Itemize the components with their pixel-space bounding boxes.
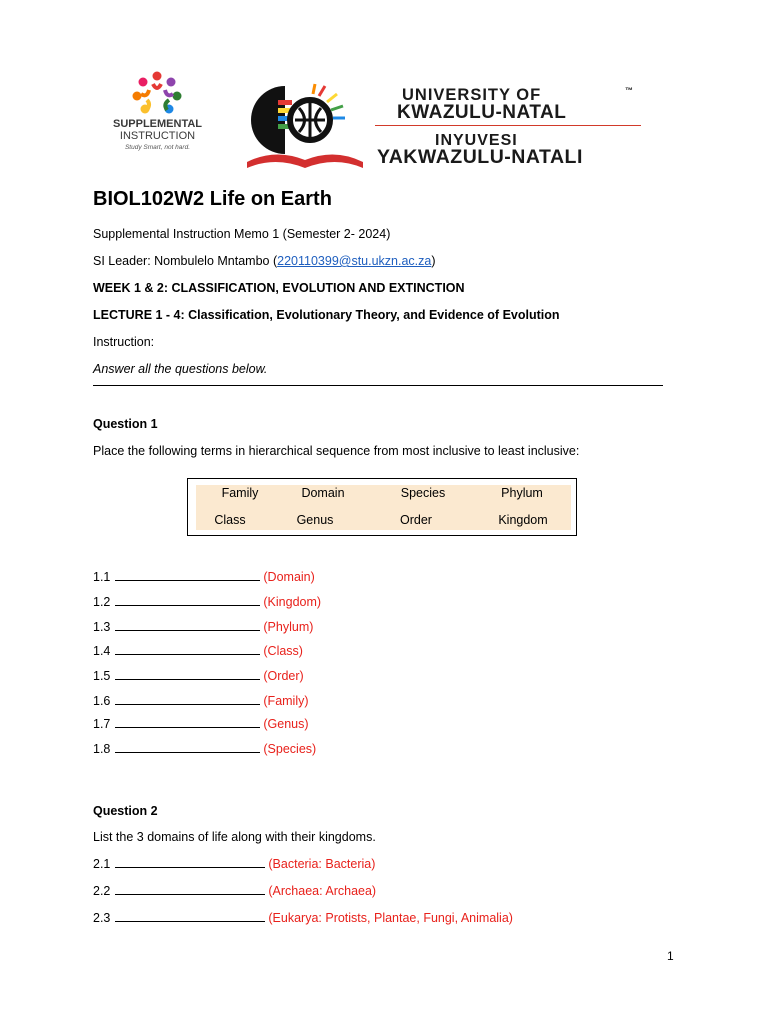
answer-line bbox=[93, 717, 309, 731]
answer-number: 1.1 bbox=[93, 570, 111, 584]
question1-prompt: Place the following terms in hierarchical sequence from most inclusive to least inclusive: bbox=[93, 444, 580, 458]
ukzn-logo-line3: INYUVESI bbox=[435, 132, 518, 149]
ukzn-emblem-icon bbox=[245, 78, 365, 170]
term-cell: Phylum bbox=[501, 486, 543, 500]
ukzn-logo-line4: YAKWAZULU-NATALI bbox=[377, 146, 583, 168]
si-leader-prefix: SI Leader: Nombulelo Mntambo ( bbox=[93, 254, 278, 268]
answer-number: 2.3 bbox=[93, 911, 111, 925]
answer-text: (Eukarya: Protists, Plantae, Fungi, Animalia) bbox=[268, 911, 513, 925]
answer-line bbox=[93, 911, 513, 925]
term-cell: Family bbox=[221, 486, 259, 500]
answer-text: (Domain) bbox=[263, 570, 315, 584]
question2-prompt: List the 3 domains of life along with their kingdoms. bbox=[93, 830, 376, 844]
question2-heading: Question 2 bbox=[93, 804, 158, 818]
horizontal-divider bbox=[93, 385, 663, 386]
term-cell: Genus bbox=[296, 513, 334, 527]
answer-blank bbox=[115, 669, 260, 680]
si-leader-email-link[interactable]: 220110399@stu.ukzn.ac.za bbox=[277, 254, 432, 268]
answer-number: 1.3 bbox=[93, 620, 111, 634]
ukzn-logo-divider bbox=[375, 125, 641, 126]
answer-blank bbox=[115, 595, 260, 606]
answer-number: 1.4 bbox=[93, 644, 111, 658]
ukzn-logo-line2: KWAZULU-NATAL bbox=[397, 102, 567, 123]
ukzn-logo-line1: UNIVERSITY OF bbox=[402, 86, 542, 104]
answer-line bbox=[93, 620, 313, 634]
answer-line bbox=[93, 669, 304, 683]
answer-line bbox=[93, 742, 316, 756]
question1-heading: Question 1 bbox=[93, 417, 158, 431]
document-title: BIOL102W2 Life on Earth bbox=[93, 188, 332, 210]
answer-line bbox=[93, 694, 309, 708]
answer-blank bbox=[115, 644, 260, 655]
answer-text: (Kingdom) bbox=[263, 595, 322, 609]
si-people-circle-icon bbox=[95, 70, 220, 118]
term-cell: Order bbox=[400, 513, 432, 527]
answer-line bbox=[93, 644, 303, 658]
answer-text: (Bacteria: Bacteria) bbox=[268, 857, 376, 871]
supplemental-instruction-logo bbox=[95, 70, 220, 165]
si-logo-tagline: Study Smart, not hard. bbox=[124, 144, 191, 151]
term-cell: Class bbox=[214, 513, 246, 527]
answer-number: 1.7 bbox=[93, 717, 111, 731]
answer-number: 2.1 bbox=[93, 857, 111, 871]
answer-line bbox=[93, 857, 375, 871]
term-cell: Species bbox=[400, 486, 446, 500]
memo-subtitle: Supplemental Instruction Memo 1 (Semester 2- 2024) bbox=[93, 227, 391, 241]
ukzn-logo-text bbox=[375, 80, 650, 170]
instruction-text: Answer all the questions below. bbox=[93, 362, 268, 376]
answer-text: (Genus) bbox=[263, 717, 309, 731]
answer-line bbox=[93, 595, 321, 609]
answer-text: (Family) bbox=[263, 694, 309, 708]
answer-blank bbox=[115, 857, 265, 868]
si-leader-line bbox=[93, 254, 436, 268]
answer-number: 1.2 bbox=[93, 595, 111, 609]
answer-blank bbox=[115, 717, 260, 728]
answer-line bbox=[93, 884, 376, 898]
answer-blank bbox=[115, 884, 265, 895]
answer-blank bbox=[115, 911, 265, 922]
answer-text: (Phylum) bbox=[263, 620, 314, 634]
week-heading: WEEK 1 & 2: CLASSIFICATION, EVOLUTION AND EXTINCTION bbox=[93, 281, 465, 295]
answer-text: (Archaea: Archaea) bbox=[268, 884, 377, 898]
term-cell: Domain bbox=[301, 486, 345, 500]
instruction-label: Instruction: bbox=[93, 335, 155, 349]
page-number: 1 bbox=[667, 949, 674, 963]
answer-blank bbox=[115, 570, 260, 581]
answer-number: 1.8 bbox=[93, 742, 111, 756]
trademark-symbol: ™ bbox=[625, 86, 633, 95]
answer-text: (Class) bbox=[263, 644, 303, 658]
answer-number: 2.2 bbox=[93, 884, 111, 898]
si-logo-line1: SUPPLEMENTAL bbox=[112, 118, 203, 130]
lecture-heading: LECTURE 1 - 4: Classification, Evolutionary Theory, and Evidence of Evolution bbox=[93, 308, 560, 322]
answer-number: 1.5 bbox=[93, 669, 111, 683]
si-logo-line2: INSTRUCTION bbox=[119, 130, 196, 142]
answer-text: (Species) bbox=[263, 742, 317, 756]
answer-blank bbox=[115, 620, 260, 631]
terms-table bbox=[187, 478, 577, 536]
si-leader-suffix: ) bbox=[431, 254, 436, 268]
answer-line bbox=[93, 570, 315, 584]
answer-blank bbox=[115, 742, 260, 753]
answer-blank bbox=[115, 694, 260, 705]
answer-number: 1.6 bbox=[93, 694, 111, 708]
term-cell: Kingdom bbox=[498, 513, 548, 527]
answer-text: (Order) bbox=[263, 669, 304, 683]
